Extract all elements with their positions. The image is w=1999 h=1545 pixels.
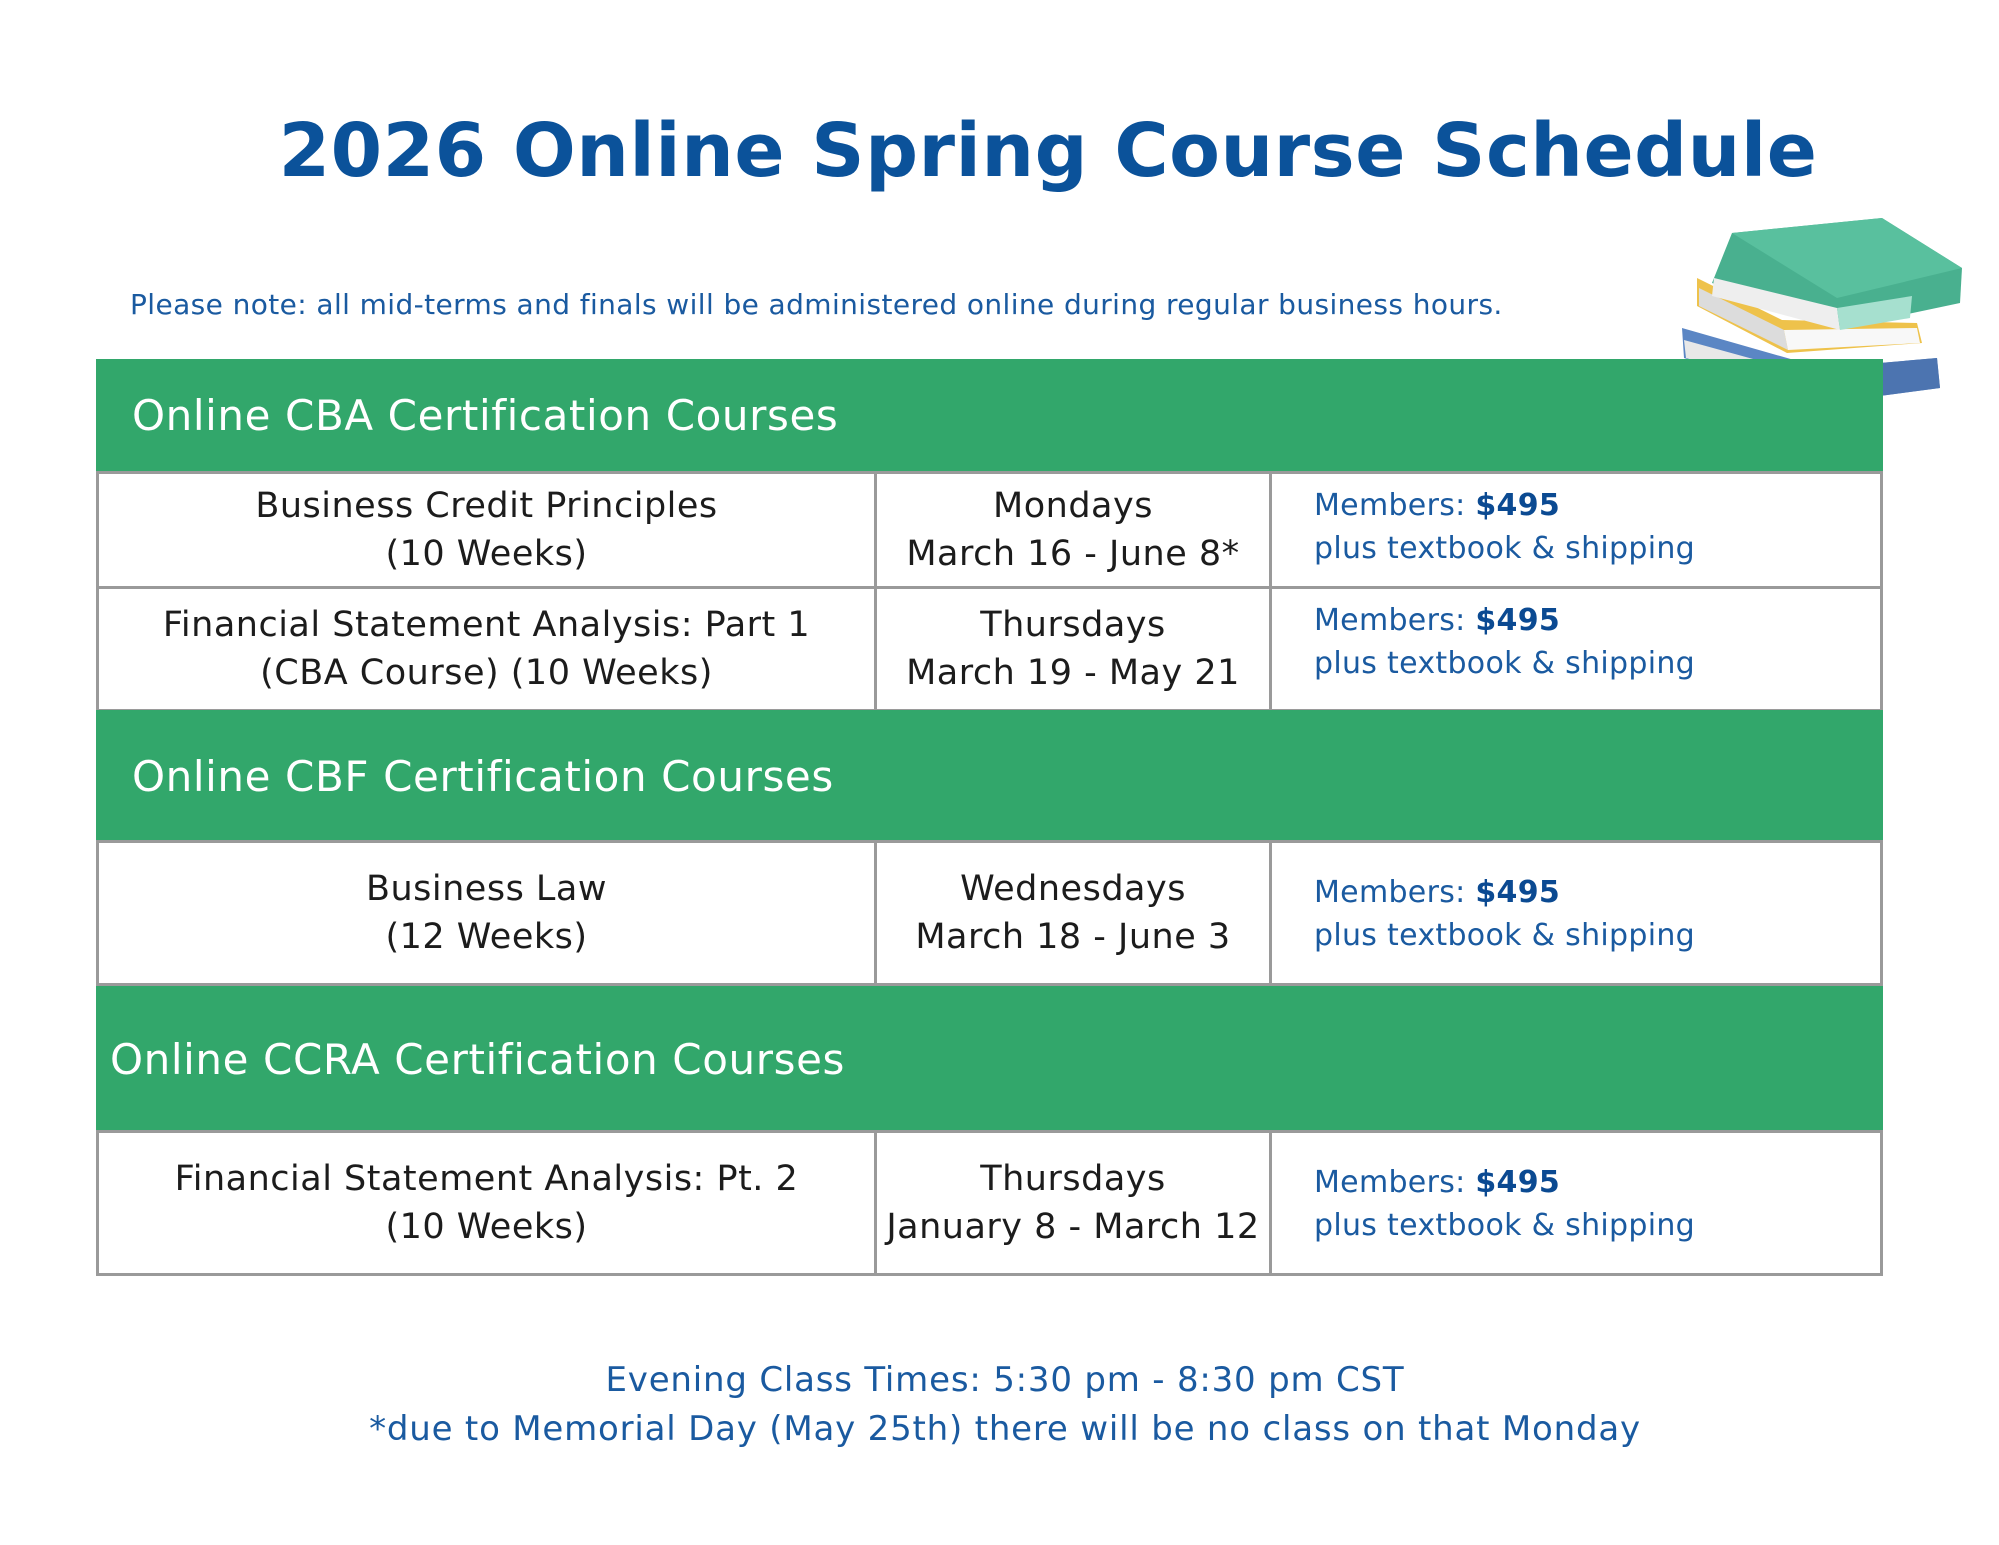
price-value: $495 [1475, 875, 1561, 910]
course-row [96, 840, 1883, 986]
course-duration: (CBA Course) (10 Weeks) [260, 653, 713, 693]
section-title: Online CCRA Certification Courses [110, 1034, 846, 1084]
page-title: 2026 Online Spring Course Schedule [278, 108, 1818, 194]
section-header-ccra [96, 986, 1883, 1132]
course-row [96, 471, 1883, 589]
price-note: plus textbook & shipping [1314, 531, 1696, 566]
price-label: Members: [1314, 488, 1476, 523]
price-cell [1272, 589, 1880, 709]
course-dates: March 18 - June 3 [915, 917, 1231, 957]
schedule-cell [877, 589, 1272, 709]
price-cell [1272, 474, 1880, 586]
course-duration: (10 Weeks) [385, 1207, 588, 1247]
course-name: Financial Statement Analysis: Pt. 2 [174, 1159, 799, 1199]
price-cell [1272, 843, 1880, 983]
price-note: plus textbook & shipping [1314, 646, 1696, 681]
memorial-day-note: *due to Memorial Day (May 25th) there will be no class on that Monday [369, 1409, 1641, 1449]
course-duration: (12 Weeks) [385, 917, 588, 957]
price-label: Members: [1314, 1165, 1476, 1200]
course-row [96, 586, 1883, 712]
course-dates: January 8 - March 12 [886, 1207, 1260, 1247]
course-name: Business Credit Principles [255, 486, 718, 526]
price-cell [1272, 1133, 1880, 1273]
price-label: Members: [1314, 875, 1476, 910]
section-header-cbf [96, 710, 1883, 842]
section-header-cba [96, 359, 1883, 471]
price-label: Members: [1314, 603, 1476, 638]
class-times: Evening Class Times: 5:30 pm - 8:30 pm CST [605, 1360, 1405, 1400]
course-duration: (10 Weeks) [385, 534, 588, 574]
course-name: Business Law [365, 869, 608, 909]
price-value: $495 [1475, 603, 1561, 638]
course-dates: March 19 - May 21 [906, 653, 1240, 693]
course-name-cell [99, 1133, 877, 1273]
course-name-cell [99, 589, 877, 709]
course-dates: March 16 - June 8* [906, 534, 1240, 574]
price-note: plus textbook & shipping [1314, 918, 1696, 953]
course-day: Wednesdays [960, 869, 1186, 909]
section-title: Online CBA Certification Courses [132, 390, 839, 440]
course-name-cell [99, 474, 877, 586]
course-day: Thursdays [980, 1159, 1166, 1199]
course-row [96, 1130, 1883, 1276]
price-value: $495 [1475, 488, 1561, 523]
schedule-cell [877, 1133, 1272, 1273]
section-title: Online CBF Certification Courses [132, 751, 834, 801]
course-name: Financial Statement Analysis: Part 1 [162, 605, 811, 645]
course-name-cell [99, 843, 877, 983]
price-value: $495 [1475, 1165, 1561, 1200]
course-day: Mondays [993, 486, 1153, 526]
course-day: Thursdays [980, 605, 1166, 645]
price-note: plus textbook & shipping [1314, 1208, 1696, 1243]
schedule-cell [877, 474, 1272, 586]
exam-note: Please note: all mid-terms and finals will be administered online during regular business hours. [130, 288, 1503, 321]
schedule-cell [877, 843, 1272, 983]
